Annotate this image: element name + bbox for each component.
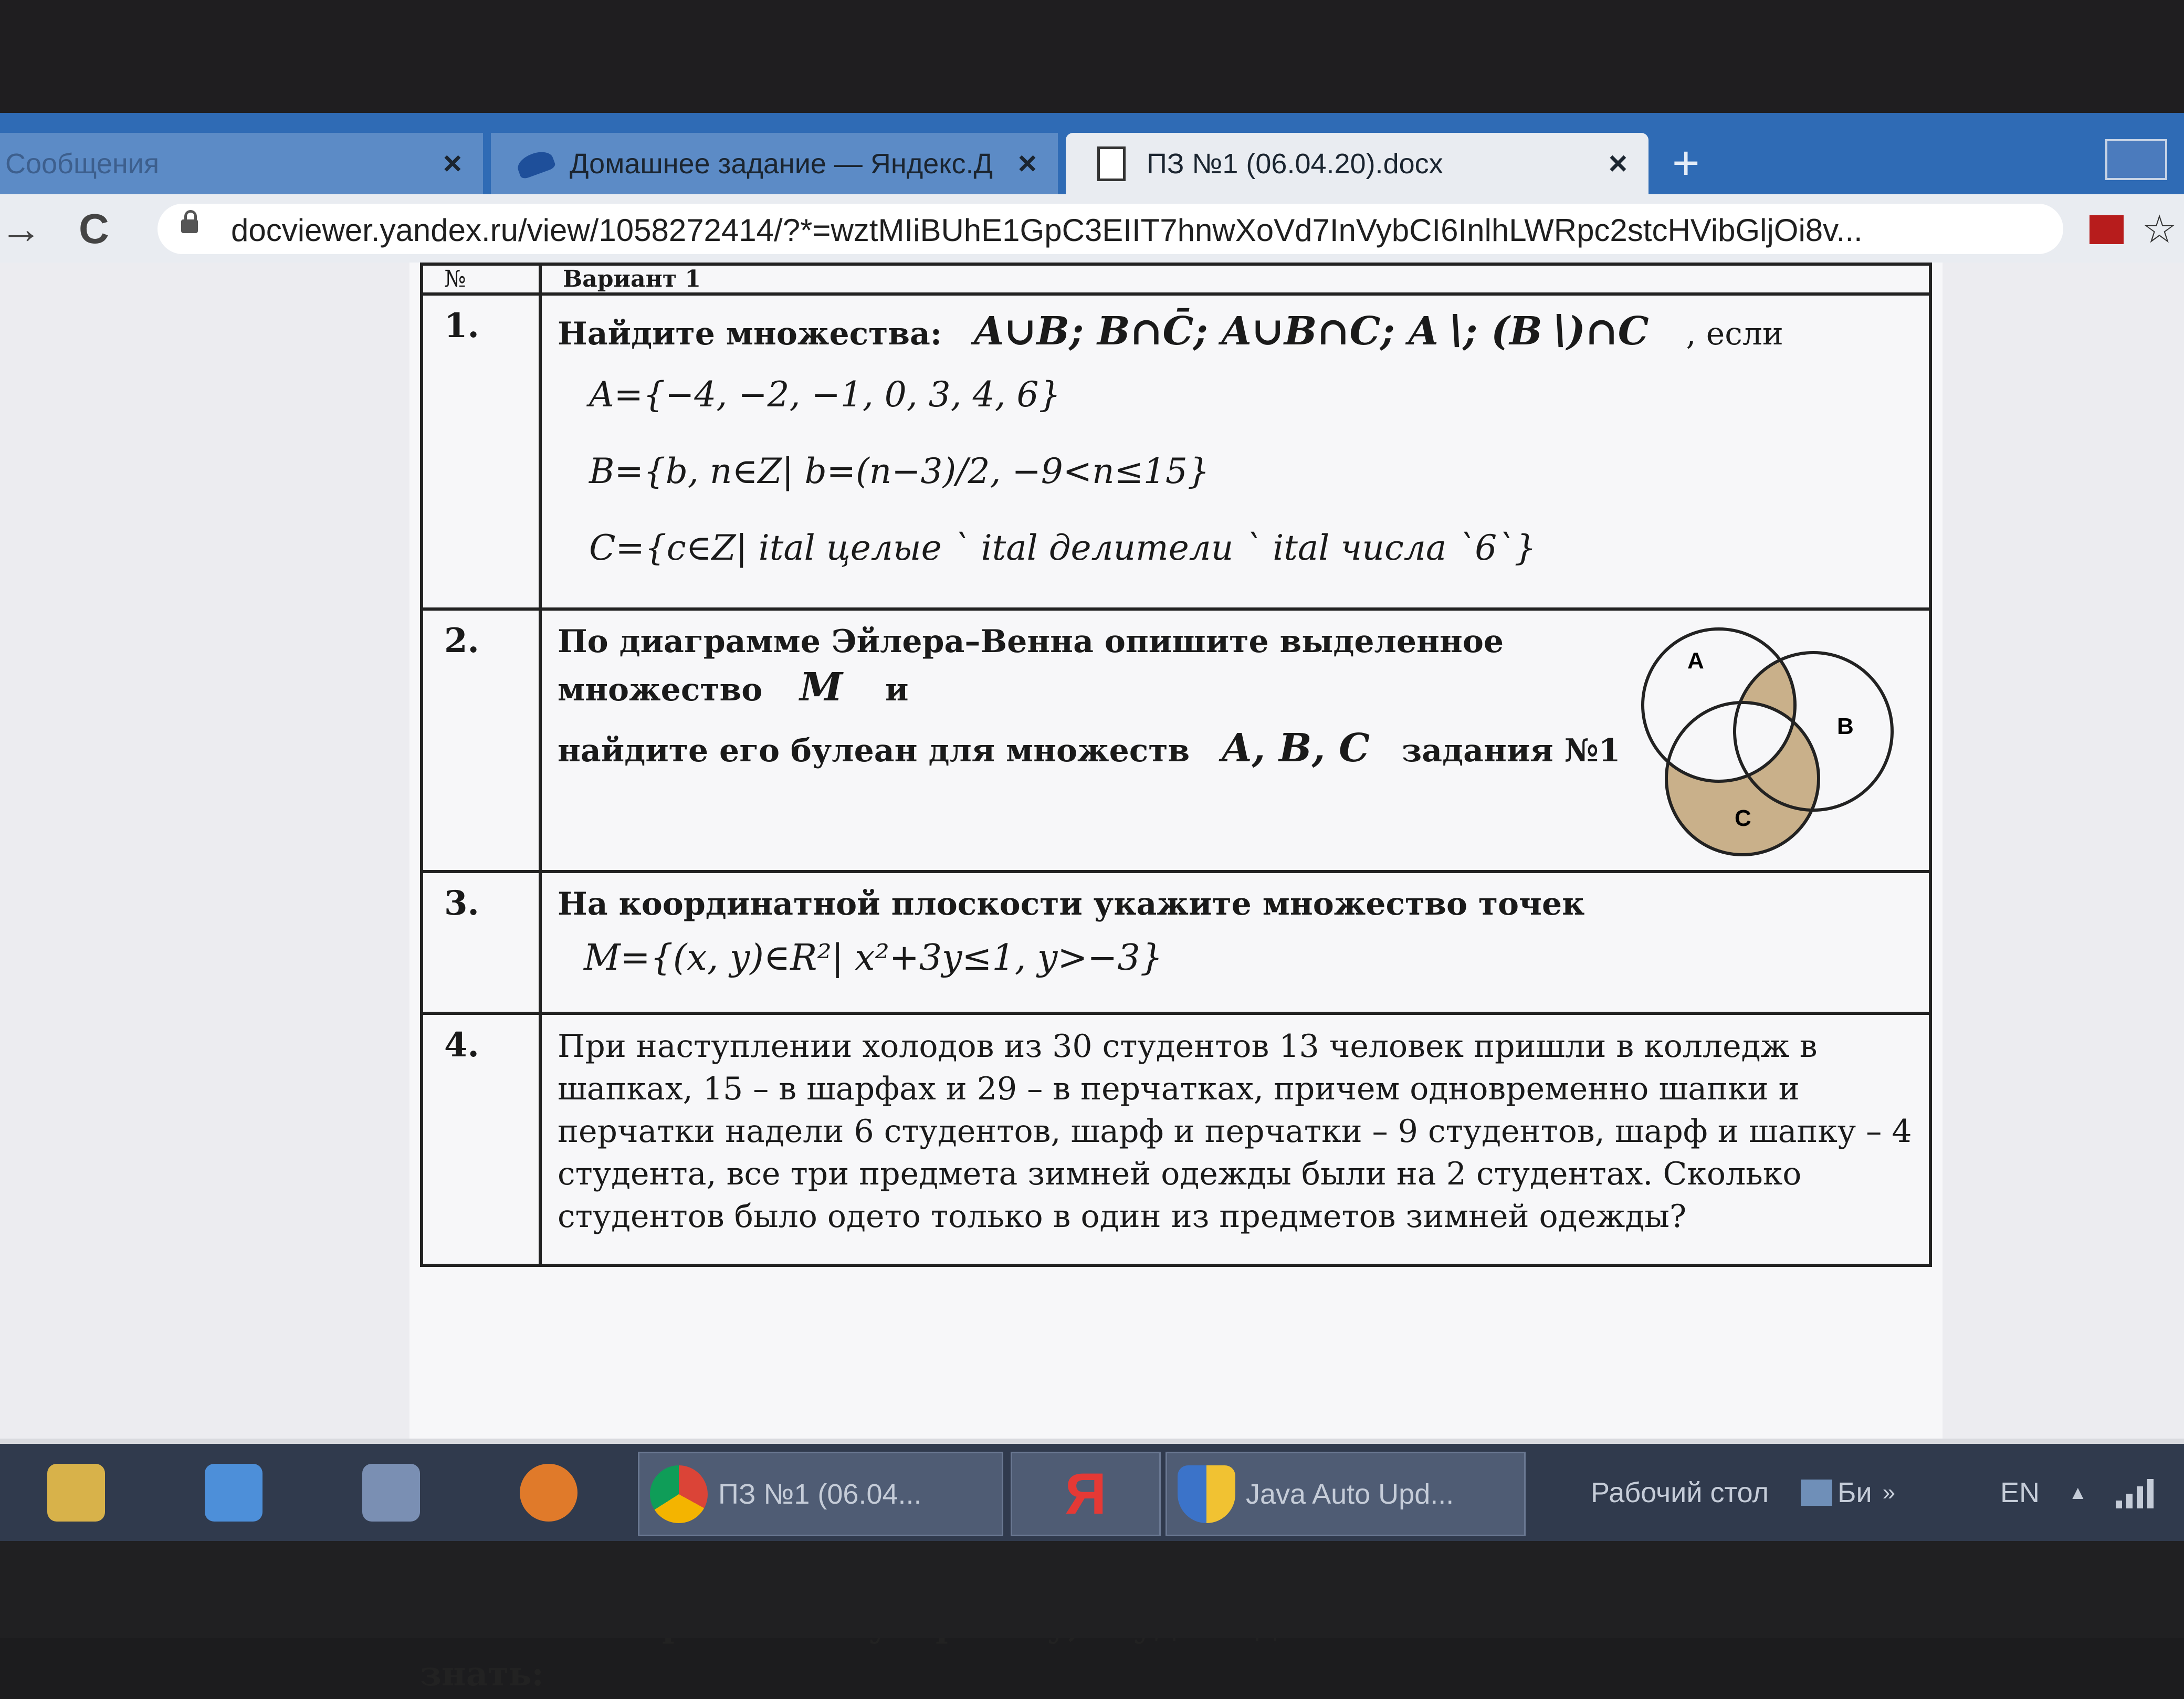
task-2-math-m: M	[800, 665, 843, 710]
shield-icon	[1178, 1465, 1235, 1523]
reload-icon[interactable]: C	[79, 205, 109, 252]
file-explorer-icon[interactable]	[37, 1452, 116, 1533]
show-hidden-icons[interactable]: ▲	[2068, 1481, 2087, 1503]
task-3-cell	[540, 872, 1930, 1013]
after-text-line-2: знать:	[420, 1654, 544, 1694]
chrome-icon	[650, 1465, 708, 1523]
desktop-toolbar[interactable]	[1591, 1452, 1769, 1533]
screen	[0, 113, 2184, 1694]
task-3-text: На координатной плоскости укажите множество точек	[558, 886, 1585, 922]
task-2-math-abc: A, B, C	[1222, 726, 1370, 771]
venn-diagram	[1624, 621, 1897, 863]
tab-label: ПЗ №1 (06.04.20).docx	[1147, 148, 1443, 180]
taskbar-java-updater[interactable]	[1166, 1452, 1526, 1536]
task-1-cell	[540, 294, 1930, 609]
minimize-button[interactable]	[2105, 139, 2167, 180]
task-3-formula: M={(x, y)∈R²| x²+3y≤1, y>−3}	[584, 937, 1163, 979]
table-row	[422, 609, 1930, 872]
task-number: 1.	[422, 294, 540, 609]
monitor-bezel-bottom	[0, 1541, 2184, 1638]
task-1-formula: A∪B; B∩C̄; A∪B∩C; A∖; (B∖)∩C	[973, 309, 1649, 354]
lock-icon	[181, 219, 198, 233]
network-signal-icon[interactable]	[2116, 1452, 2158, 1533]
task-number: 3.	[422, 872, 540, 1013]
language-indicator[interactable]: EN	[2000, 1476, 2040, 1508]
venn-label-a: A	[1687, 648, 1704, 674]
extension-icon[interactable]	[2090, 215, 2124, 244]
bookmark-star-icon[interactable]: ☆	[2142, 207, 2177, 251]
desktop-label: Рабочий стол	[1591, 1476, 1769, 1508]
address-bar[interactable]	[158, 204, 2177, 254]
task-2-text-1: По диаграмме Эйлера–Венна опишите выделенное множество	[558, 623, 1504, 708]
close-icon[interactable]: ×	[1608, 145, 1628, 182]
forward-icon[interactable]: →	[0, 205, 42, 252]
task-1-suffix: , если	[1686, 316, 1783, 352]
monitor-bezel-top	[0, 0, 2184, 113]
document-icon	[1097, 146, 1126, 181]
chevron-right-icon[interactable]: »	[1882, 1479, 1896, 1505]
task-2-cell	[540, 609, 1930, 872]
task-1-text: Найдите множества:	[558, 316, 942, 352]
task-number: 2.	[422, 609, 540, 872]
set-c-definition: C={c∈Z| ital целые ` ital делители ` ital числа `6`}	[589, 527, 1537, 568]
task-2-text-2: найдите его булеан для множеств	[558, 732, 1190, 770]
windows-taskbar	[0, 1444, 2184, 1541]
media-play-icon[interactable]	[509, 1452, 588, 1533]
tab-label: Домашнее задание — Яндекс.Д	[570, 148, 993, 180]
library-label: Би	[1838, 1476, 1872, 1508]
venn-label-c: C	[1735, 805, 1751, 831]
venn-label-b: B	[1837, 714, 1854, 739]
paint-icon[interactable]	[352, 1452, 430, 1533]
tasks-table	[420, 263, 1932, 1267]
table-row	[422, 872, 1930, 1013]
taskbar-yandex[interactable]	[1011, 1452, 1161, 1536]
taskbar-chrome-window[interactable]	[638, 1452, 1003, 1536]
library-icon	[1801, 1480, 1832, 1506]
task-4-text: При наступлении холодов из 30 студентов 13 человек пришли в колледж в шапках, 15 – в шарфах и 29 – в перчатках, причем одновременно шапки и перчатки надели 6 студентов, шарф и перчатки – 9 студентов, шарф и шапку – 4 студента, все три предмета зимней одежды были на 2 студентах. Сколько студентов было одето только в один из предметов зимней одежды?	[540, 1013, 1930, 1265]
table-row	[422, 1013, 1930, 1265]
task-2-conjunction: и	[885, 672, 909, 708]
browser-toolbar	[0, 194, 2184, 263]
task-number: 4.	[422, 1013, 540, 1265]
address-url: docviewer.yandex.ru/view/1058272414/?*=wztMIiBUhE1GpC3EIIT7hnwXoVd7InVybCI6InlhLWRpc2stcHVibGljOi8v...	[231, 213, 1863, 248]
taskbar-chrome-label: ПЗ №1 (06.04...	[718, 1478, 922, 1510]
close-icon[interactable]: ×	[443, 145, 462, 182]
header-num: №	[422, 264, 540, 294]
new-tab-button[interactable]: +	[1672, 137, 1700, 190]
yandex-disk-icon	[514, 148, 556, 180]
yandex-icon: Я	[1065, 1462, 1107, 1526]
table-header-row	[422, 264, 1930, 294]
library-toolbar[interactable]	[1801, 1452, 1895, 1533]
tab-homework[interactable]	[491, 133, 1058, 194]
close-icon[interactable]: ×	[1017, 145, 1037, 182]
set-a-definition: A={−4, −2, −1, 0, 3, 4, 6}	[589, 374, 1061, 415]
tab-messages[interactable]	[0, 133, 483, 194]
tab-label: Сообщения	[5, 148, 160, 180]
set-b-definition: B={b, n∈Z| b=(n−3)/2, −9<n≤15}	[589, 450, 1210, 491]
media-player-icon[interactable]	[194, 1452, 273, 1533]
tab-docx-active[interactable]	[1066, 133, 1648, 194]
task-2-text-3: задания №1	[1401, 732, 1621, 770]
taskbar-java-label: Java Auto Upd...	[1246, 1478, 1454, 1510]
signal-bars-icon	[2116, 1477, 2158, 1508]
header-variant: Вариант 1	[540, 264, 1930, 294]
browser-tab-bar	[0, 113, 2184, 194]
table-row	[422, 294, 1930, 609]
